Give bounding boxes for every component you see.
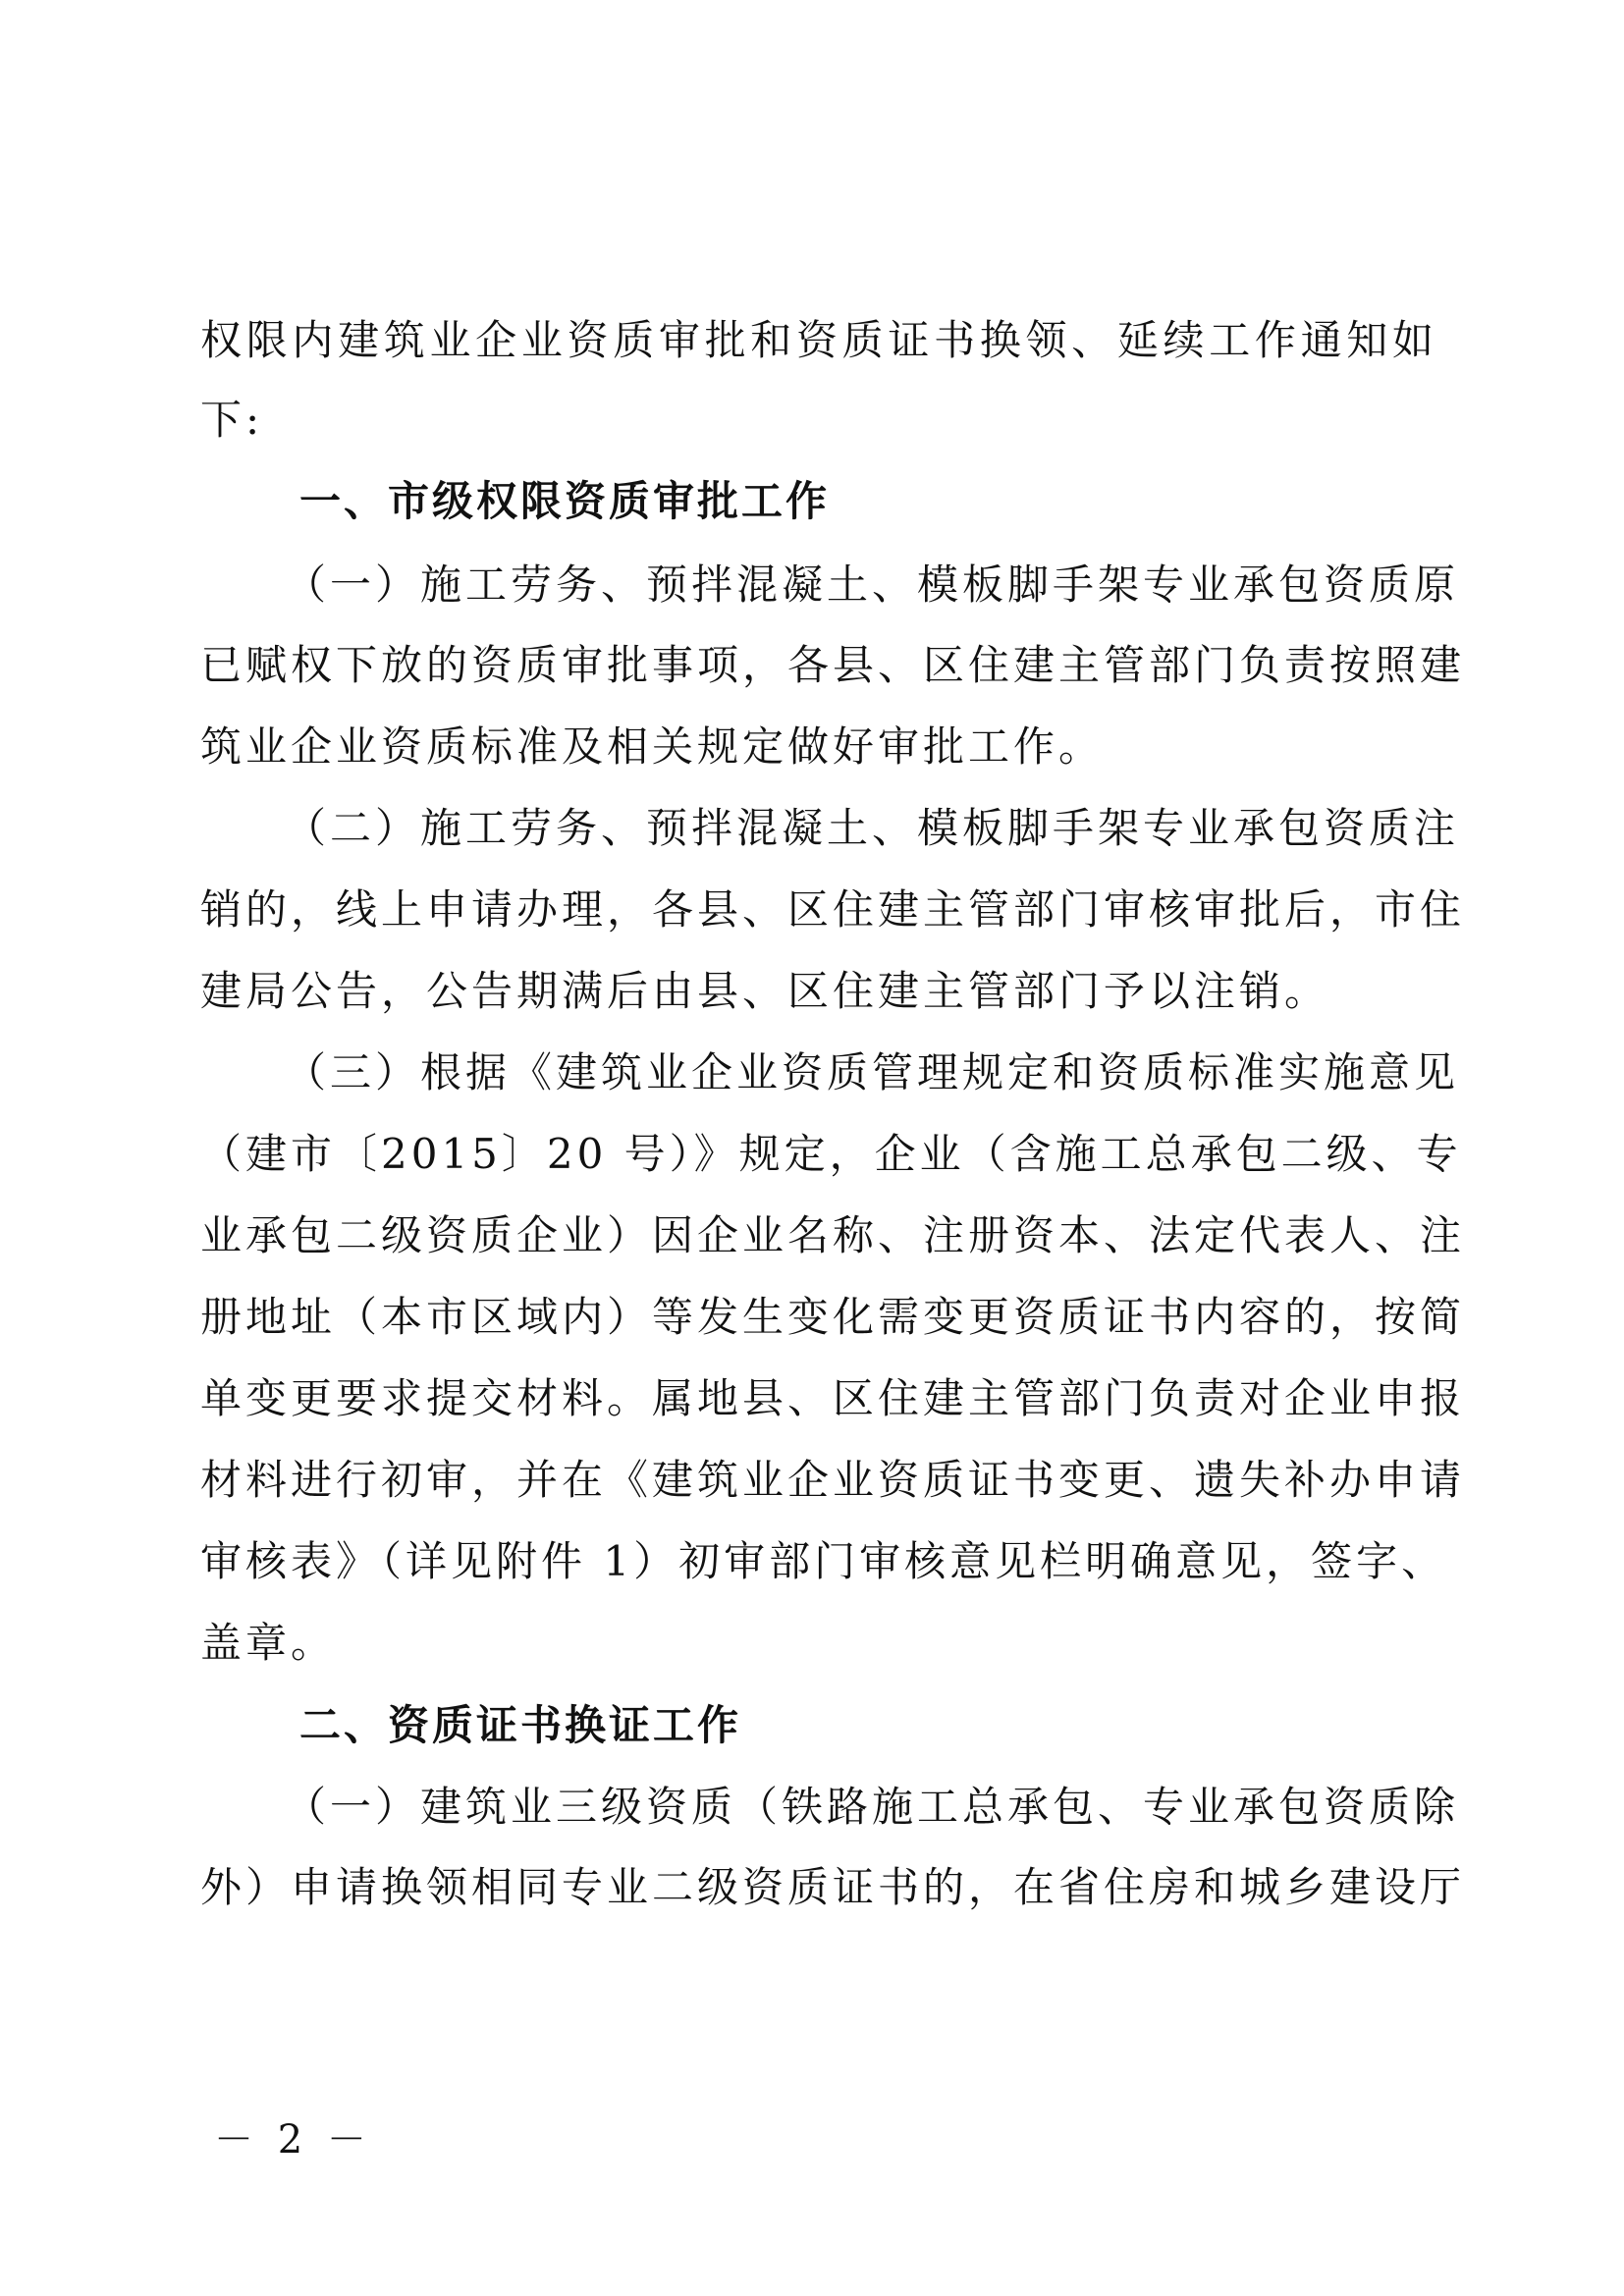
text-line: 权限内建筑业企业资质审批和资质证书换领、延续工作通知如: [200, 316, 1437, 364]
text-line: 筑业企业资质标准及相关规定做好审批工作。: [200, 722, 1105, 771]
section-heading-1: 一、市级权限资质审批工作: [299, 477, 831, 525]
text-line: （三）根据《建筑业企业资质管理规定和资质标准实施意见: [285, 1048, 1460, 1096]
text-line: 下:: [200, 396, 264, 444]
text-line: 盖章。: [200, 1619, 337, 1667]
text-line: 单变更要求提交材料。属地县、区住建主管部门负责对企业申报: [200, 1374, 1466, 1422]
text-line: 册地址（本市区域内）等发生变化需变更资质证书内容的，按简: [200, 1293, 1466, 1341]
text-line: 已赋权下放的资质审批事项，各县、区住建主管部门负责按照建: [200, 641, 1466, 689]
text-line: 业承包二级资质企业）因企业名称、注册资本、法定代表人、注: [200, 1211, 1466, 1259]
page-number: － 2 －: [214, 2117, 372, 2163]
section-heading-2: 二、资质证书换证工作: [299, 1701, 742, 1749]
text-line: 外）申请换领相同专业二级资质证书的，在省住房和城乡建设厅: [200, 1863, 1466, 1911]
text-line: 建局公告，公告期满后由县、区住建主管部门予以注销。: [200, 967, 1330, 1015]
text-line: （建市〔2015〕20 号）》规定，企业（含施工总承包二级、专: [200, 1130, 1462, 1178]
text-line: 销的，线上申请办理，各县、区住建主管部门审核审批后，市住: [200, 885, 1466, 934]
text-line: 材料进行初审，并在《建筑业企业资质证书变更、遗失补办申请: [200, 1456, 1466, 1504]
text-line: 审核表》（详见附件 1）初审部门审核意见栏明确意见，签字、: [200, 1537, 1447, 1585]
text-line: （一）施工劳务、预拌混凝土、模板脚手架专业承包资质原: [285, 561, 1460, 609]
text-line: （二）施工劳务、预拌混凝土、模板脚手架专业承包资质注: [285, 804, 1460, 852]
text-line: （一）建筑业三级资质（铁路施工总承包、专业承包资质除: [285, 1783, 1460, 1831]
